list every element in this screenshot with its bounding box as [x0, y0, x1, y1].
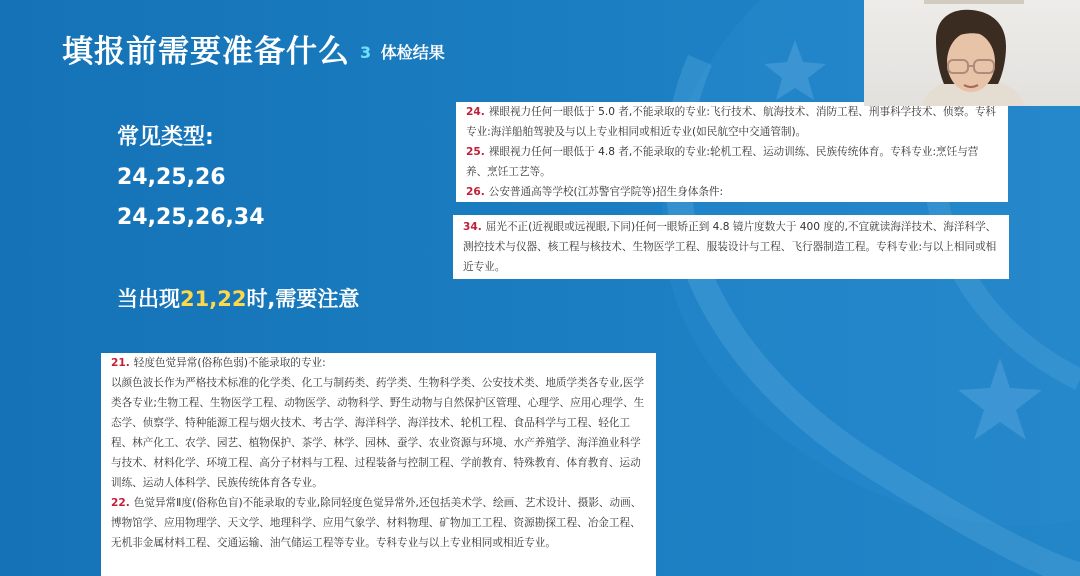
item-text: 屈光不正(近视眼或远视眼,下同)任何一眼矫正到 4.8 镜片度数大于 400 度的,不宜就读海洋技术、海洋科学、测控技术与仪器、核工程与核技术、生物医学工程、服装设计与工程、飞行器制造工程。专科专业:与以上相同或相近专业。 — [463, 221, 997, 273]
notice-suffix: 时,需要注意 — [246, 287, 360, 311]
common-types — [117, 118, 265, 238]
regulation-box-top — [456, 102, 1008, 202]
regulation-item — [466, 182, 998, 202]
item-text: 公安普通高等学校(江苏警官学院等)招生身体条件: — [488, 186, 724, 198]
presenter-avatar — [864, 0, 1080, 106]
item-text: 轻度色觉异常(俗称色弱)不能录取的专业: — [133, 357, 326, 369]
section-subtitle — [360, 40, 445, 63]
item-text: 裸眼视力任何一眼低于 5.0 者,不能录取的专业:飞行技术、航海技术、消防工程、刑事科学技术、侦察。专科专业:海洋船舶驾驶及与以上专业相同或相近专业(如民航空中交通管制)。 — [466, 106, 997, 138]
regulation-box-bottom — [101, 353, 656, 576]
regulation-item — [111, 353, 646, 373]
regulation-item — [466, 102, 998, 142]
type-item: 24,25,26,34 — [117, 205, 265, 230]
item-number: 26. — [466, 186, 485, 198]
page-title: 填报前需要准备什么 — [62, 34, 350, 70]
section-number: 3 — [360, 43, 372, 62]
item-number: 34. — [463, 221, 482, 233]
notice-highlight: 21,22 — [180, 287, 247, 311]
notice-prefix: 当出现 — [117, 287, 180, 311]
type-item: 24,25,26 — [117, 165, 226, 190]
item-number: 24. — [466, 106, 485, 118]
item-number: 25. — [466, 146, 485, 158]
item-number: 21. — [111, 357, 130, 369]
section-label: 体检结果 — [380, 43, 445, 62]
item-number: 22. — [111, 497, 130, 509]
webcam-overlay — [864, 0, 1080, 106]
types-heading: 常见类型: — [117, 125, 214, 150]
regulation-item — [111, 493, 646, 553]
regulation-item — [111, 373, 646, 493]
regulation-item — [463, 217, 999, 277]
item-text: 以颜色波长作为严格技术标准的化学类、化工与制药类、药学类、生物科学类、公安技术类、地质学类各专业,医学类各专业;生物工程、生物医学工程、动物医学、动物科学、野生动物与自然保护区管理、心理学、应用心理学、生态学、侦察学、特种能源工程与烟火技术、考古学、海洋科学、海洋技术、轮机工程、食品科学与工程、轻化工程、林产化工、农学、园艺、植物保护、茶学、林学、园林、蚕学、农业资源与环境、水产养殖学、海洋渔业科学与技术、材料化学、环境工程、高分子材料与工程、过程装备与控制工程、学前教育、特殊教育、体育教育、运动训练、运动人体科学、民族传统体育各专业。 — [111, 377, 645, 489]
regulation-box-middle — [453, 215, 1009, 279]
item-text: 裸眼视力任何一眼低于 4.8 者,不能录取的专业:轮机工程、运动训练、民族传统体育。专科专业:烹饪与营养、烹饪工艺等。 — [466, 146, 979, 178]
notice-line — [117, 283, 359, 313]
item-text: 色觉异常Ⅱ度(俗称色盲)不能录取的专业,除同轻度色觉异常外,还包括美术学、绘画、艺术设计、摄影、动画、博物馆学、应用物理学、天文学、地理科学、应用气象学、材料物理、矿物加工工程、资源勘探工程、冶金工程、无机非金属材料工程、交通运输、油气储运工程等专业。专科专业与以上专业相同或相近专业。 — [111, 497, 642, 549]
regulation-item — [466, 142, 998, 182]
